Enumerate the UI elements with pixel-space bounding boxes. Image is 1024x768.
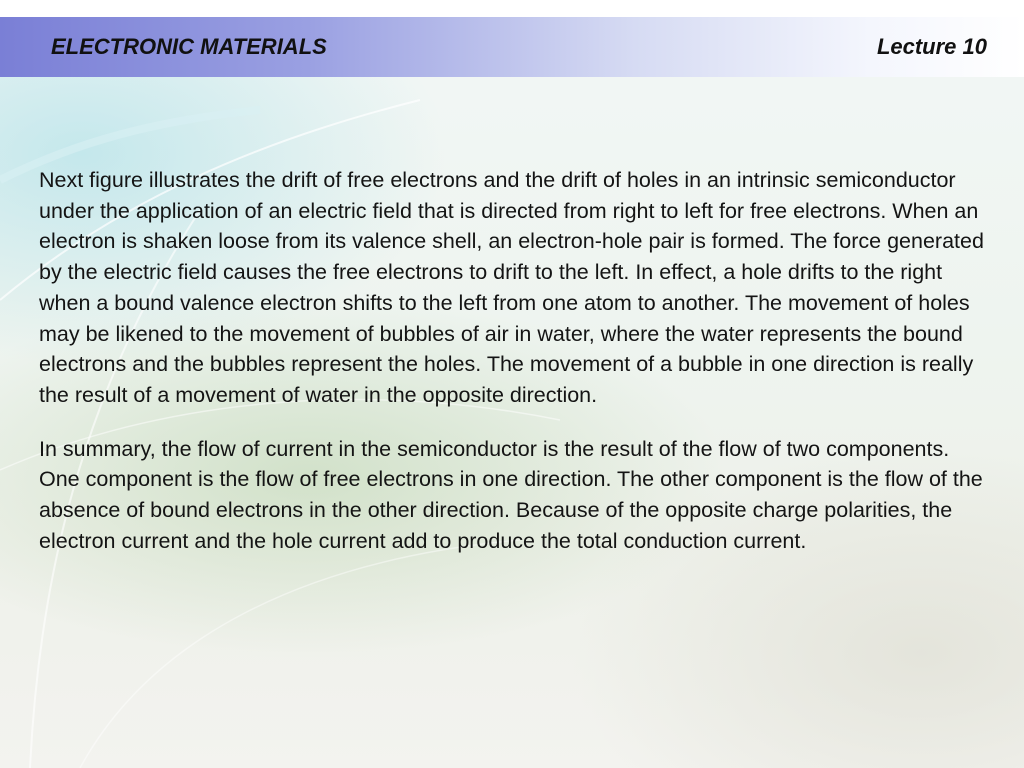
body-paragraph: Next figure illustrates the drift of free electrons and the drift of holes in an intrinsic semiconductor under the application of an electric field that is directed from right to left for free electrons. When an electron is shaken loose from its valence shell, an electron-hole pair is formed. The force generated by the electric field causes the free electrons to drift to the left. In effect, a hole drifts to the right when a bound valence electron shifts to the left from one atom to another. The movement of holes may be likened to the movement of bubbles of air in water, where the water represents the bound electrons and the bubbles represent the holes. The movement of a bubble in one direction is really the result of a movement of water in the opposite direction. — [39, 168, 984, 407]
body-paragraph: In summary, the flow of current in the semiconductor is the result of the flow of two components. One component is the flow of free electrons in one direction. The other component is the flow of the absence of bound electrons in the other direction. Because of the opposite charge polarities, the electron current and the hole current add to produce the total conduction current. — [39, 436, 983, 553]
top-strip — [0, 0, 1024, 17]
course-title: ELECTRONIC MATERIALS — [51, 34, 327, 59]
slide-body — [39, 165, 984, 579]
lecture-label: Lecture 10 — [876, 34, 987, 59]
